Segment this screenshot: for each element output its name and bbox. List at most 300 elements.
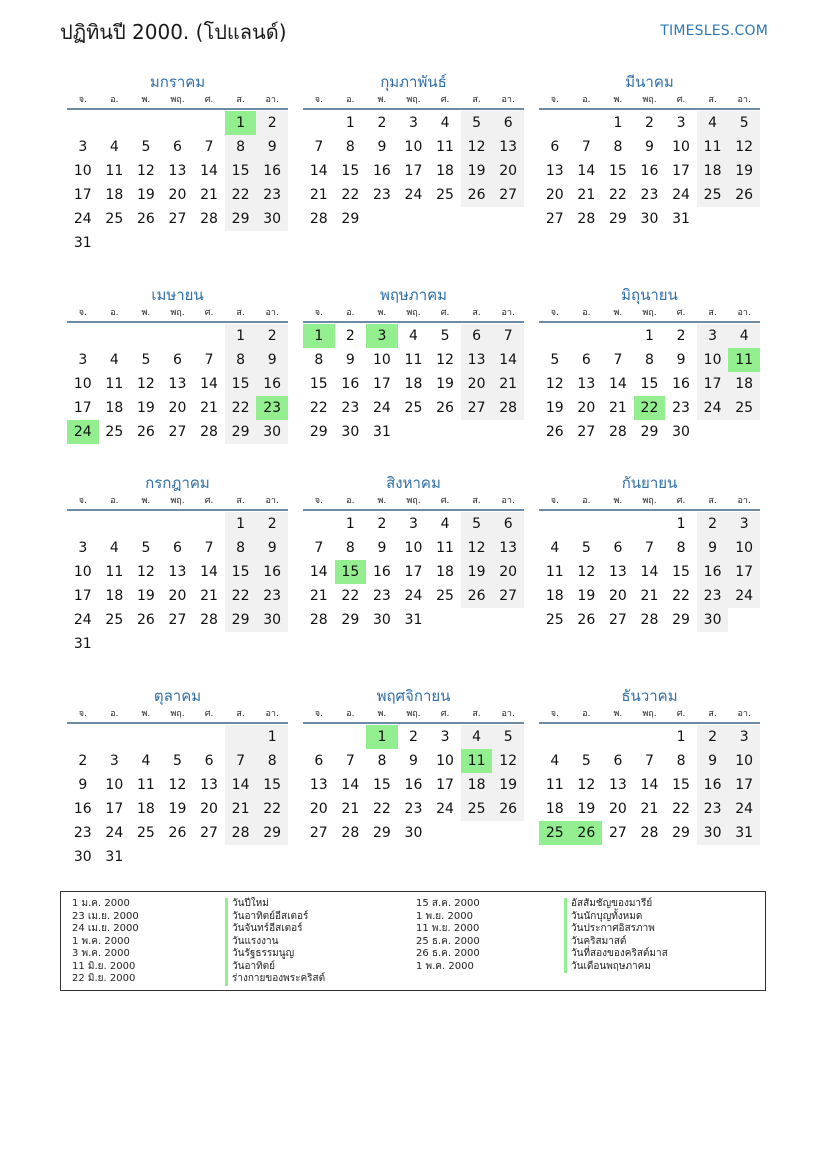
day-cell: 3 [109,753,119,769]
day-cell: 15 [672,564,690,580]
day-cell: 8 [225,348,257,372]
weekday-label: ส. [236,308,245,318]
brand-link[interactable]: TIMESLES.COM [660,23,768,39]
day-cell: 20 [545,187,564,203]
day-cell: 6 [461,324,493,348]
month-name: สิงหาคม [386,474,441,492]
weekday-label: จ. [314,709,323,719]
day-cell: 14 [492,348,524,372]
holiday-date: 23 เม.ย. 2000 [72,910,139,922]
day-cell: 5 [141,139,151,155]
day-cell: 7 [204,540,214,556]
day-cell: 5 [141,352,151,368]
day-cell: 21 [341,801,360,817]
day-cell: 17 [73,187,92,203]
day-cell: 15 [225,159,257,183]
weekday-label: อา. [737,95,751,105]
empty-day-cell [225,231,257,255]
weekday-label: อ. [110,95,119,105]
empty-day-cell [303,111,335,135]
day-cell: 21 [577,187,596,203]
weekday-header [67,93,288,110]
weekday-label: อ. [582,308,591,318]
weekday-label: อา. [265,709,279,719]
day-cell: 13 [168,564,187,580]
empty-day-cell [193,845,225,869]
holiday-day-cell: 1 [303,324,335,348]
day-cell: 13 [200,777,218,793]
day-cell: 2 [256,324,288,348]
holiday-date: 22 มิ.ย. 2000 [72,973,136,984]
weekday-label: ส. [236,496,245,506]
month-2 [303,71,524,231]
day-cell: 1 [256,725,288,749]
day-cell: 20 [461,372,493,396]
day-cell: 5 [141,540,151,556]
day-cell: 17 [105,801,124,817]
day-cell: 15 [309,376,328,392]
empty-day-cell [162,512,194,536]
day-cell: 19 [136,588,155,604]
day-cell: 20 [492,560,524,584]
day-cell: 29 [341,612,360,628]
day-cell: 11 [105,163,124,179]
day-cell: 27 [608,612,627,628]
day-cell: 8 [613,139,623,155]
day-cell: 20 [168,187,187,203]
day-cell: 1 [345,516,355,532]
holiday-name: วันปีใหม่ [225,898,325,911]
day-grid [67,512,288,656]
day-cell: 8 [225,536,257,560]
empty-day-cell [697,420,729,444]
day-cell: 13 [577,376,596,392]
day-cell: 21 [492,372,524,396]
empty-day-cell [256,845,288,869]
weekday-label: พ. [377,95,387,105]
empty-day-cell [99,512,131,536]
day-cell: 2 [78,753,88,769]
holiday-name: วันนักบุญทั้งหมด [564,911,668,924]
weekday-label: ส. [472,496,481,506]
day-cell: 16 [256,159,288,183]
weekday-header [539,707,760,724]
weekday-header [303,707,524,724]
weekday-label: พ. [613,308,623,318]
empty-day-cell [162,324,194,348]
empty-day-cell [130,725,162,749]
weekday-header [67,306,288,323]
day-cell: 10 [73,564,92,580]
weekday-label: จ. [550,95,559,105]
empty-day-cell [99,231,131,255]
empty-day-cell [130,512,162,536]
day-cell: 8 [314,352,324,368]
day-cell: 18 [728,372,760,396]
day-cell: 14 [608,376,627,392]
day-cell: 18 [404,376,423,392]
day-cell: 15 [225,372,257,396]
day-cell: 23 [341,400,360,416]
weekday-label: จ. [550,709,559,719]
empty-day-cell [130,632,162,656]
empty-day-cell [728,207,760,231]
day-cell: 26 [168,825,187,841]
weekday-label: อ. [346,496,355,506]
weekday-label: จ. [314,95,323,105]
day-cell: 6 [613,540,623,556]
day-cell: 1 [613,115,623,131]
weekday-label: พฤ. [642,709,657,719]
day-cell: 5 [728,111,760,135]
day-cell: 9 [377,139,387,155]
day-grid [303,725,524,845]
weekday-label: พฤ. [170,308,185,318]
weekday-label: อา. [265,95,279,105]
day-cell: 2 [409,729,418,745]
day-cell: 9 [256,348,288,372]
empty-day-cell [193,111,225,135]
empty-day-cell [162,111,194,135]
day-cell: 24 [404,187,423,203]
day-cell: 27 [608,825,627,841]
day-cell: 7 [345,753,355,769]
day-cell: 8 [377,753,387,769]
day-cell: 12 [136,163,155,179]
weekday-label: พ. [141,496,151,506]
empty-day-cell [130,324,162,348]
weekday-label: พฤ. [406,709,421,719]
empty-day-cell [728,608,760,632]
holiday-name: อัสสัมชัญของมารีย์ [564,898,668,911]
empty-day-cell [99,111,131,135]
day-cell: 3 [78,139,88,155]
holiday-name: วันที่สองของคริสต์มาส [564,948,668,961]
empty-day-cell [193,725,225,749]
day-cell: 11 [105,564,124,580]
day-cell: 3 [728,725,760,749]
weekday-header [303,494,524,511]
day-cell: 23 [640,187,659,203]
day-grid [303,324,524,444]
month-name: ตุลาคม [153,687,202,705]
weekday-label: ส. [472,95,481,105]
day-cell: 18 [105,400,124,416]
day-cell: 31 [728,821,760,845]
day-cell: 11 [404,352,423,368]
day-cell: 8 [676,540,686,556]
month-9 [539,472,760,632]
day-cell: 2 [256,512,288,536]
day-cell: 12 [136,564,155,580]
holiday-date: 3 พ.ค. 2000 [72,948,130,959]
day-cell: 12 [545,376,564,392]
holiday-date: 25 ธ.ค. 2000 [416,935,480,947]
day-cell: 20 [577,400,596,416]
day-cell: 22 [372,801,391,817]
month-7 [67,472,288,656]
day-cell: 15 [608,163,627,179]
day-cell: 21 [200,400,218,416]
empty-day-cell [193,632,225,656]
day-cell: 26 [577,612,596,628]
day-cell: 7 [645,753,654,769]
month-name: กุมภาพันธ์ [380,73,447,91]
day-cell: 3 [409,115,418,131]
day-cell: 3 [697,324,729,348]
day-grid [539,725,760,845]
day-cell: 20 [168,400,187,416]
weekday-label: อา. [737,496,751,506]
weekday-label: ศ. [204,496,214,506]
day-cell: 26 [461,183,493,207]
day-cell: 15 [225,560,257,584]
day-cell: 12 [492,749,524,773]
day-cell: 13 [608,777,627,793]
empty-day-cell [398,207,430,231]
empty-day-cell [492,821,524,845]
empty-day-cell [162,231,194,255]
day-cell: 27 [200,825,218,841]
empty-day-cell [429,207,461,231]
empty-day-cell [634,725,666,749]
month-10 [67,685,288,869]
weekday-label: ศ. [676,308,686,318]
day-cell: 16 [672,376,690,392]
day-cell: 1 [676,729,686,745]
day-cell: 31 [73,636,92,652]
day-cell: 23 [372,588,391,604]
day-cell: 24 [372,400,391,416]
weekday-header [539,93,760,110]
day-cell: 17 [728,773,760,797]
month-name: กรกฎาคม [145,474,210,492]
day-cell: 14 [200,163,218,179]
day-cell: 2 [377,516,387,532]
day-cell: 8 [225,135,257,159]
holiday-day-cell: 11 [461,749,493,773]
day-cell: 23 [404,801,423,817]
day-cell: 18 [136,801,155,817]
day-cell: 20 [608,801,627,817]
day-cell: 21 [608,400,627,416]
day-cell: 19 [545,400,564,416]
day-cell: 9 [256,135,288,159]
weekday-label: อา. [737,308,751,318]
empty-day-cell [67,725,99,749]
weekday-label: ศ. [676,95,686,105]
holiday-names-right [564,898,668,973]
day-cell: 10 [404,540,423,556]
weekday-label: อ. [110,496,119,506]
holiday-name: ร่างกายของพระคริสต์ [225,973,325,986]
month-11 [303,685,524,845]
day-cell: 24 [728,797,760,821]
weekday-label: พฤ. [642,308,657,318]
weekday-label: อา. [265,308,279,318]
day-cell: 20 [309,801,328,817]
day-cell: 15 [341,163,360,179]
empty-day-cell [429,608,461,632]
weekday-label: จ. [314,308,323,318]
weekday-label: จ. [550,496,559,506]
weekday-label: ส. [472,709,481,719]
month-3 [539,71,760,231]
month-5 [303,284,524,444]
weekday-label: พฤ. [406,308,421,318]
day-cell: 12 [136,376,155,392]
weekday-label: พฤ. [406,95,421,105]
day-cell: 26 [136,612,155,628]
day-grid [539,111,760,231]
day-cell: 19 [492,773,524,797]
day-cell: 16 [404,777,423,793]
day-cell: 11 [545,564,564,580]
day-cell: 10 [672,139,690,155]
weekday-header [539,306,760,323]
day-cell: 12 [168,777,187,793]
empty-day-cell [461,420,493,444]
day-cell: 24 [404,588,423,604]
weekday-label: จ. [314,496,323,506]
empty-day-cell [571,111,603,135]
day-cell: 30 [640,211,659,227]
weekday-label: ส. [708,308,717,318]
day-cell: 29 [225,608,257,632]
day-cell: 9 [78,777,88,793]
empty-day-cell [225,632,257,656]
day-cell: 14 [577,163,596,179]
day-cell: 3 [440,729,450,745]
day-cell: 16 [341,376,360,392]
day-cell: 18 [105,187,124,203]
day-cell: 25 [404,400,423,416]
day-cell: 18 [105,588,124,604]
weekday-label: ศ. [676,709,686,719]
day-cell: 10 [697,348,729,372]
day-cell: 21 [200,588,218,604]
weekday-label: อา. [265,496,279,506]
day-cell: 7 [581,139,591,155]
empty-day-cell [634,512,666,536]
weekday-label: พฤ. [642,496,657,506]
weekday-label: ศ. [204,709,214,719]
weekday-label: ส. [236,95,245,105]
day-cell: 7 [492,324,524,348]
day-cell: 9 [256,536,288,560]
day-cell: 14 [341,777,360,793]
day-cell: 27 [168,211,187,227]
empty-day-cell [571,324,603,348]
day-cell: 7 [204,139,214,155]
day-cell: 5 [461,111,493,135]
day-cell: 6 [492,512,524,536]
day-cell: 22 [672,801,690,817]
day-cell: 19 [136,400,155,416]
holiday-day-cell: 22 [634,396,666,420]
day-cell: 12 [577,564,596,580]
weekday-label: อ. [346,709,355,719]
day-cell: 17 [73,400,92,416]
weekday-label: อ. [346,308,355,318]
day-cell: 8 [345,139,355,155]
weekday-header [67,494,288,511]
holiday-day-cell: 11 [728,348,760,372]
day-cell: 5 [173,753,182,769]
day-grid [67,725,288,869]
page-title: ปฏิทินปี 2000. (โปแลนด์) [60,20,287,44]
month-name: มิถุนายน [621,286,678,304]
month-4 [67,284,288,444]
month-6 [539,284,760,444]
day-cell: 18 [545,588,564,604]
day-cell: 14 [309,163,328,179]
holiday-day-cell: 26 [571,821,603,845]
day-cell: 19 [577,588,596,604]
holiday-name: วันอาทิตย์ [225,961,325,974]
day-cell: 13 [492,135,524,159]
weekday-label: อา. [501,496,515,506]
day-cell: 22 [608,187,627,203]
holiday-name: วันคริสมาสต์ [564,936,668,949]
day-cell: 22 [225,396,257,420]
day-cell: 19 [168,801,187,817]
day-cell: 22 [341,588,360,604]
empty-day-cell [303,512,335,536]
holiday-name: วันรัฐธรรมนูญ [225,948,325,961]
day-cell: 17 [372,376,391,392]
empty-day-cell [67,111,99,135]
day-cell: 30 [372,612,391,628]
day-cell: 27 [461,396,493,420]
day-cell: 21 [309,588,328,604]
day-cell: 29 [640,424,659,440]
weekday-label: จ. [78,496,87,506]
day-cell: 12 [461,135,493,159]
day-cell: 29 [672,612,690,628]
holiday-date: 24 เม.ย. 2000 [72,923,139,934]
day-cell: 27 [492,584,524,608]
day-cell: 28 [492,396,524,420]
empty-day-cell [602,512,634,536]
day-cell: 14 [200,376,218,392]
empty-day-cell [225,725,257,749]
month-name: ธันวาคม [621,687,678,705]
weekday-label: อ. [110,709,119,719]
day-grid [67,324,288,444]
weekday-label: พฤ. [170,496,185,506]
month-8 [303,472,524,632]
day-cell: 25 [105,211,124,227]
month-name: มกราคม [149,73,206,91]
empty-day-cell [256,632,288,656]
day-cell: 6 [492,111,524,135]
weekday-label: ศ. [440,709,450,719]
day-cell: 27 [577,424,596,440]
day-cell: 9 [697,749,729,773]
empty-day-cell [225,845,257,869]
day-cell: 23 [697,584,729,608]
day-cell: 4 [697,111,729,135]
day-cell: 28 [640,825,659,841]
month-name: เมษายน [151,286,204,304]
day-cell: 28 [200,424,218,440]
day-cell: 28 [225,821,257,845]
day-cell: 7 [204,352,214,368]
weekday-label: อา. [501,709,515,719]
day-cell: 31 [372,424,391,440]
day-cell: 21 [640,801,659,817]
